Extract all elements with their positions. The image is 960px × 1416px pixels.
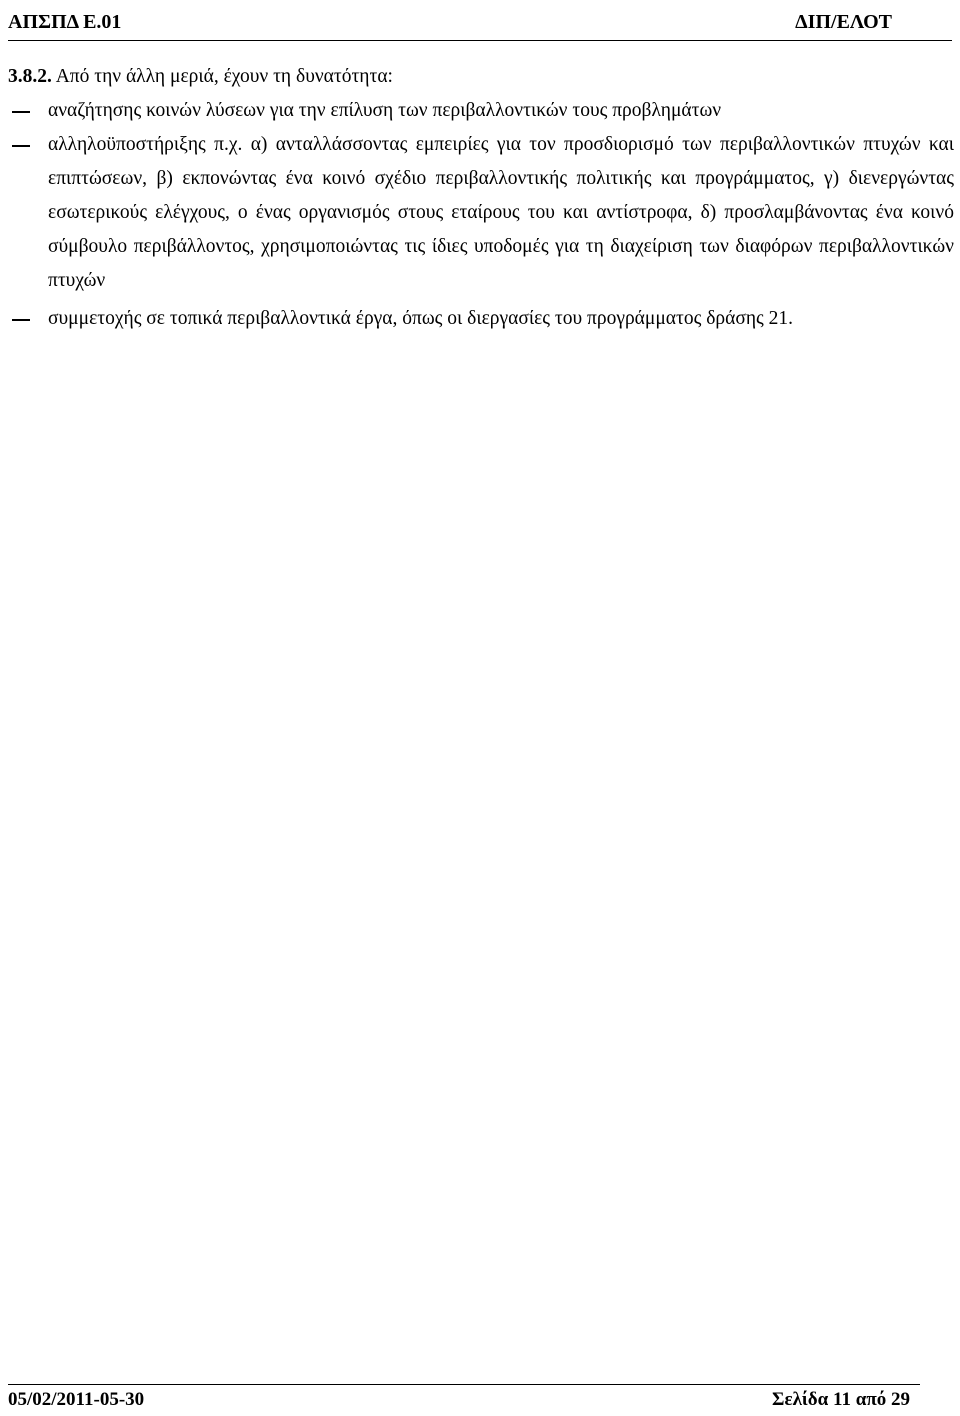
- section-intro: [8, 60, 954, 94]
- list-item-text: αλληλοϋποστήριξης π.χ. α) ανταλλάσσοντας εμπειρίες για τον προσδιορισμό των περιβαλλοντικών πτυχών και επιπτώσεων, β) εκπονώντας ένα κοινό σχέδιο περιβαλλοντικής πολιτικής και προγράμματος, γ) διενεργώντας εσωτερικούς ελέγχους, ο ένας οργανισμός στους εταίρους του και αντίστροφα, δ) προσλαμβάνοντας ένα κοινό σύμβουλο περιβάλλοντος, χρησιμοποιώντας τις ίδιες υποδομές για τη διαχείριση των διαφόρων περιβαλλοντικών πτυχών: [48, 134, 954, 291]
- list-item: [8, 302, 954, 336]
- footer-date: 05/02/2011-05-30: [8, 1389, 145, 1410]
- list-item: [8, 128, 954, 298]
- header-doc-code: ΑΠΣΠΔ Ε.01: [8, 11, 122, 33]
- section-intro-text: Από την άλλη μεριά, έχουν τη δυνατότητα:: [55, 66, 393, 87]
- list-item-text: συμμετοχής σε τοπικά περιβαλλοντικά έργα, όπως οι διεργασίες του προγράμματος δράσης 21.: [48, 308, 794, 329]
- page-header: [8, 8, 952, 41]
- section-number: 3.8.2.: [8, 66, 52, 87]
- document-body: [8, 60, 954, 336]
- list-item: [8, 94, 954, 128]
- page-footer: [8, 1384, 920, 1411]
- header-org: ΔΙΠ/ΕΛΟΤ: [795, 11, 892, 33]
- list-item-text: αναζήτησης κοινών λύσεων για την επίλυση των περιβαλλοντικών τους προβλημάτων: [48, 100, 722, 121]
- footer-page-number: Σελίδα 11 από 29: [772, 1389, 910, 1410]
